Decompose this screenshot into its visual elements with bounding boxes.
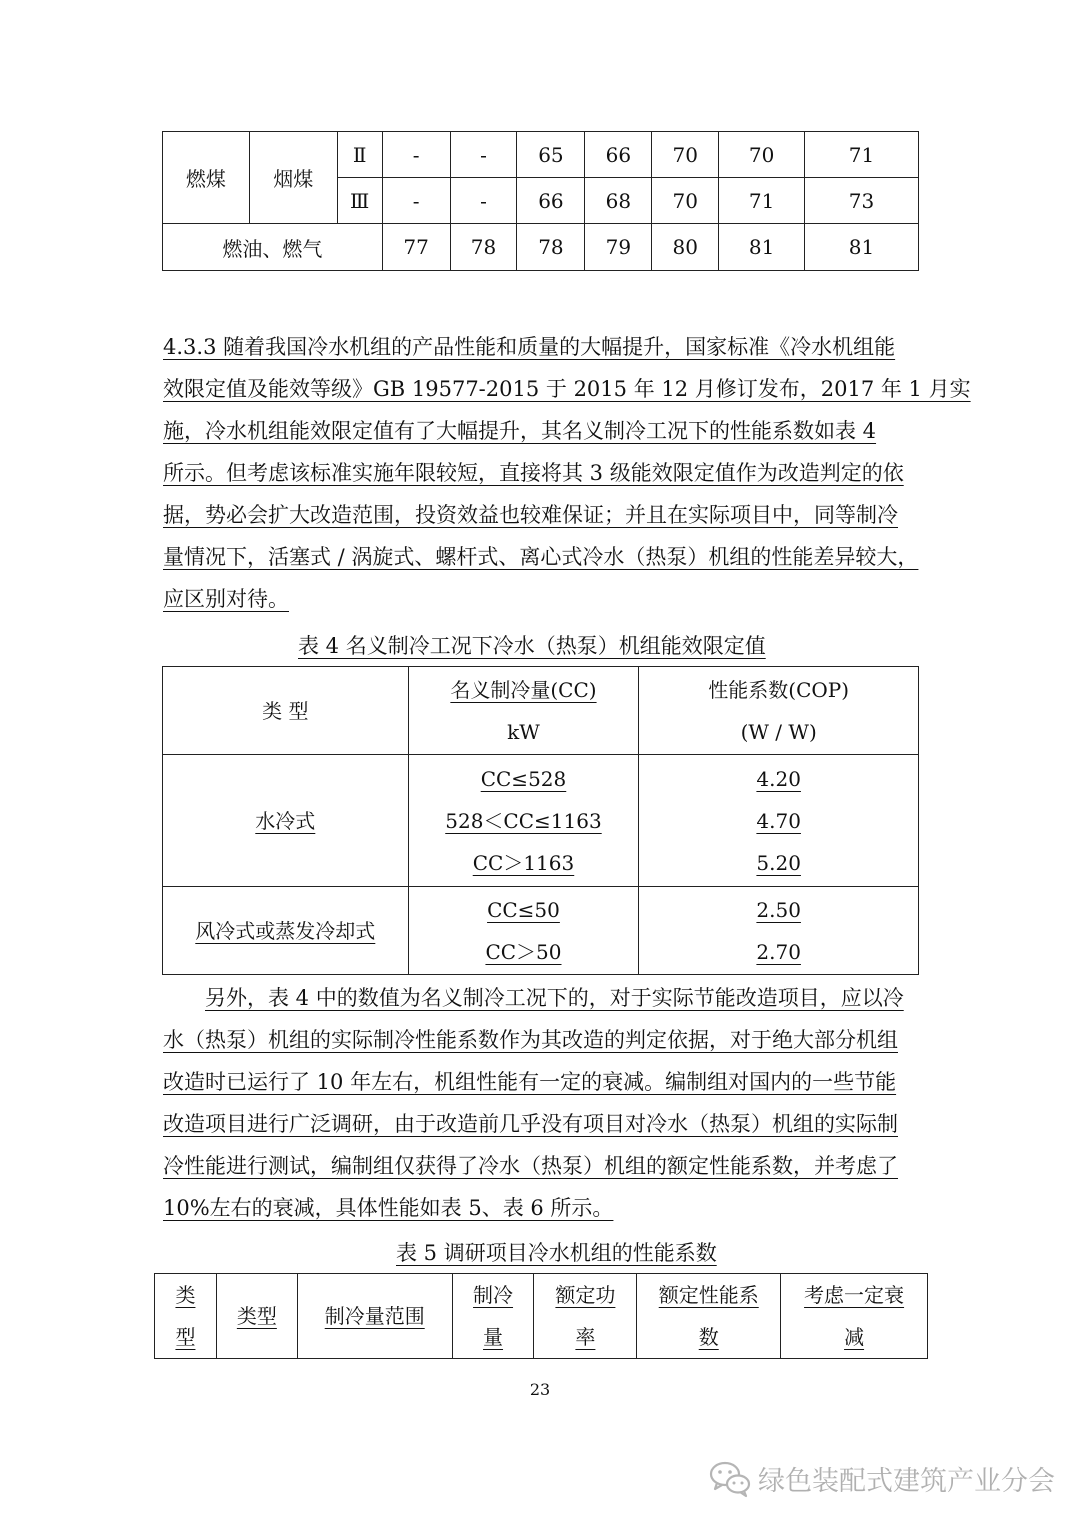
boiler-efficiency-table (162, 131, 919, 271)
header-type: 类型 (216, 1274, 297, 1359)
cop-header (639, 667, 919, 755)
header-capacity: 制冷 量 (452, 1274, 534, 1359)
text-line: 另外，表 4 中的数值为名义制冷工况下的，对于实际节能改造项目，应以冷 (205, 986, 904, 1010)
capacity-value: CC≤50 (487, 897, 560, 922)
capacity-header-label: 名义制冷量(CC) (450, 677, 597, 702)
value-cell: 81 (805, 224, 919, 271)
capacity-value: CC≤528 (480, 766, 567, 791)
coal-type-cell: 烟煤 (249, 132, 337, 224)
value-cell: - (382, 178, 450, 224)
text-line: 量情况下，活塞式 / 涡旋式、螺杆式、离心式冷水（热泵）机组的性能差异较大， (163, 545, 919, 569)
oil-gas-label-cell: 燃油、燃气 (163, 224, 383, 271)
capacity-unit: kW (507, 719, 540, 744)
air-cooled-cops (639, 887, 919, 975)
header-rated-cop: 额定性能系 数 (637, 1274, 781, 1359)
text-line: 应区别对待。 (163, 587, 289, 611)
header-attenuation: 考虑一定衰 减 (781, 1274, 928, 1359)
value-cell: - (382, 132, 450, 178)
value-cell: 77 (382, 224, 450, 271)
water-cooled-type: 水冷式 (163, 755, 409, 887)
capacity-header (408, 667, 639, 755)
table4-cop-limits (162, 666, 919, 975)
value-cell: 65 (517, 132, 585, 178)
table4-caption: 表 4 名义制冷工况下冷水（热泵）机组能效限定值 (298, 634, 766, 658)
attenuation-paragraph (163, 977, 918, 1229)
watermark (708, 1458, 1055, 1498)
value-cell: 71 (805, 132, 919, 178)
wechat-icon (708, 1458, 752, 1498)
cop-value: 2.50 (756, 897, 801, 922)
value-cell: 81 (719, 224, 805, 271)
header-rated-power: 额定功 率 (534, 1274, 637, 1359)
text-line: 10%左右的衰减，具体性能如表 5、表 6 所示。 (163, 1196, 614, 1220)
capacity-value: CC＞50 (485, 939, 562, 964)
value-cell: 78 (450, 224, 517, 271)
grade-cell: Ⅲ (337, 178, 382, 224)
value-cell: 80 (652, 224, 719, 271)
type-header: 类 型 (163, 667, 409, 755)
capacity-value: 528＜CC≤1163 (445, 808, 602, 833)
value-cell: 68 (585, 178, 652, 224)
value-cell: - (450, 132, 517, 178)
water-cooled-cops (639, 755, 919, 887)
table5-caption: 表 5 调研项目冷水机组的性能系数 (396, 1241, 717, 1265)
text-line: 改造时已运行了 10 年左右，机组性能有一定的衰减。编制组对国内的一些节能 (163, 1070, 897, 1094)
value-cell: 73 (805, 178, 919, 224)
value-cell: 70 (719, 132, 805, 178)
cop-value: 4.20 (756, 766, 801, 791)
text-line: 效限定值及能效等级》GB 19577-2015 于 2015 年 12 月修订发布，2017 年 1 月实 (163, 377, 971, 401)
text-line: 据，势必会扩大改造范围，投资效益也较难保证；并且在实际项目中，同等制冷 (163, 503, 898, 527)
header-capacity-range: 制冷量范围 (297, 1274, 452, 1359)
water-cooled-capacities (408, 755, 639, 887)
text-line: 所示。但考虑该标准实施年限较短，直接将其 3 级能效限定值作为改造判定的依 (163, 461, 904, 485)
text-line: 4.3.3 随着我国冷水机组的产品性能和质量的大幅提升，国家标准《冷水机组能 (163, 335, 896, 359)
text-line: 冷性能进行测试，编制组仅获得了冷水（热泵）机组的额定性能系数，并考虑了 (163, 1154, 898, 1178)
cop-value: 2.70 (756, 939, 801, 964)
cop-value: 5.20 (756, 850, 801, 875)
value-cell: 70 (652, 132, 719, 178)
value-cell: 78 (517, 224, 585, 271)
text-line: 施，冷水机组能效限定值有了大幅提升，其名义制冷工况下的性能系数如表 4 (163, 419, 877, 443)
value-cell: - (450, 178, 517, 224)
table5-survey-cop (154, 1273, 928, 1359)
air-cooled-capacities (408, 887, 639, 975)
value-cell: 71 (719, 178, 805, 224)
text-line: 改造项目进行广泛调研，由于改造前几乎没有项目对冷水（热泵）机组的实际制 (163, 1112, 898, 1136)
header-category: 类 型 (155, 1274, 217, 1359)
value-cell: 79 (585, 224, 652, 271)
fuel-cell: 燃煤 (163, 132, 250, 224)
capacity-value: CC＞1163 (472, 850, 575, 875)
text-line: 水（热泵）机组的实际制冷性能系数作为其改造的判定依据，对于绝大部分机组 (163, 1028, 898, 1052)
watermark-text: 绿色装配式建筑产业分会 (758, 1465, 1055, 1497)
air-cooled-type: 风冷式或蒸发冷却式 (163, 887, 409, 975)
cop-unit: (W / W) (740, 719, 817, 744)
cop-header-label: 性能系数(COP) (708, 677, 850, 702)
page-number: 23 (529, 1380, 551, 1399)
grade-cell: Ⅱ (337, 132, 382, 178)
value-cell: 66 (517, 178, 585, 224)
section-4-3-3-paragraph (163, 326, 971, 620)
value-cell: 70 (652, 178, 719, 224)
cop-value: 4.70 (756, 808, 801, 833)
value-cell: 66 (585, 132, 652, 178)
